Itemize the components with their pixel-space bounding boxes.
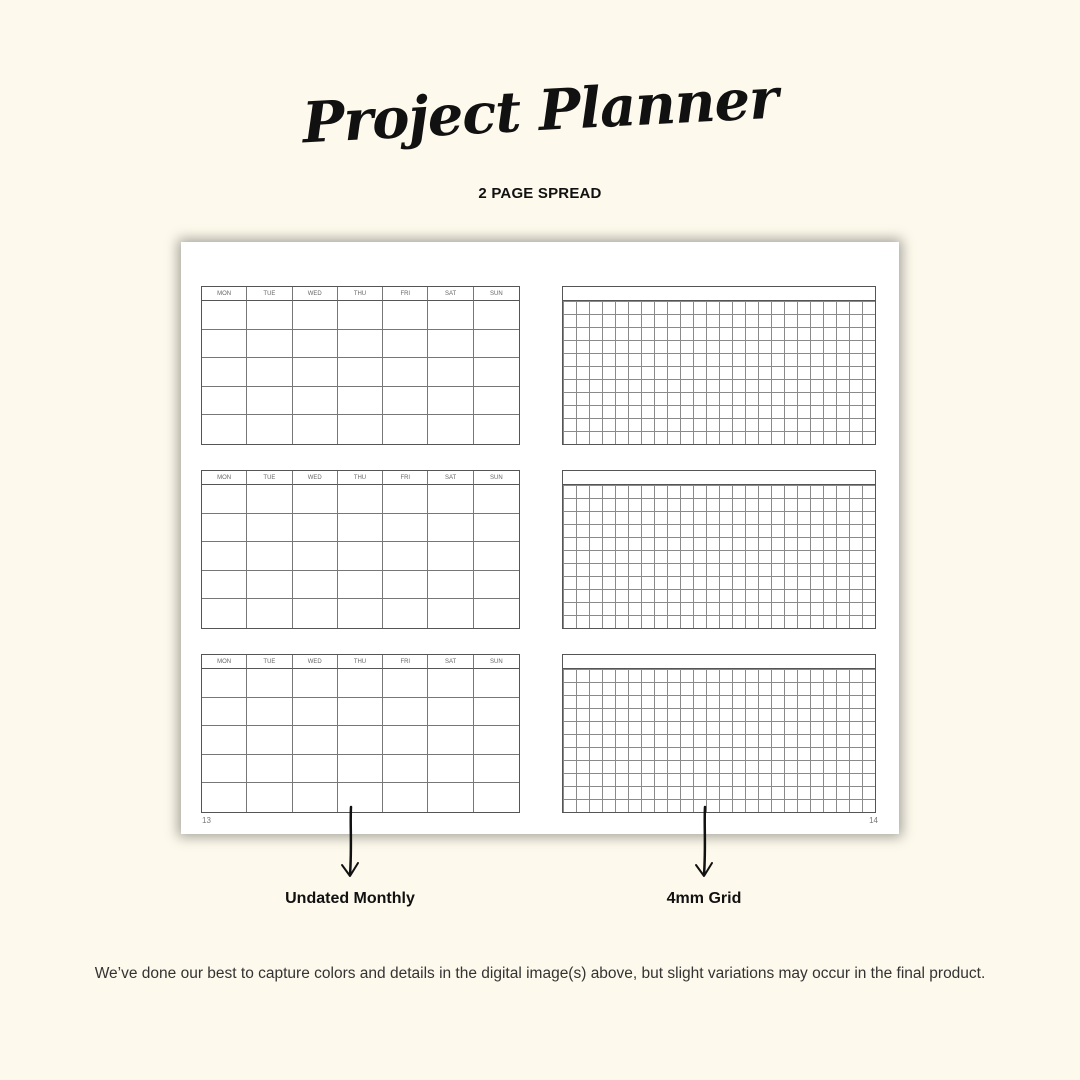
weekday-header: SAT [428,655,473,669]
weekday-header: SUN [474,471,519,485]
calendar-day-cell [293,330,338,359]
calendar-day-cell [202,330,247,359]
calendar-day-cell [474,415,519,444]
calendar-day-cell [202,415,247,444]
page-title: Project Planner [300,65,780,157]
calendar-day-cell [338,387,383,416]
calendar-day-cell [474,726,519,755]
calendar-day-cell [202,783,247,812]
calendar-day-cell [338,726,383,755]
calendar-day-cell [247,698,292,727]
calendar-day-cell [293,726,338,755]
calendar-day-cell [293,669,338,698]
calendar-day-cell [383,358,428,387]
calendar-day-cell [247,783,292,812]
weekday-header: FRI [383,287,428,301]
calendar-day-cell [338,755,383,784]
calendar-day-cell [428,599,473,628]
calendar-day-cell [383,755,428,784]
calendar-day-cell [428,387,473,416]
calendar-day-cell [383,485,428,514]
disclaimer-text: We’ve done our best to capture colors and details in the digital image(s) above, but slight variations may occur in the final product. [94,965,986,982]
weekday-header: WED [293,655,338,669]
calendar-day-cell [383,330,428,359]
calendar-day-cell [293,301,338,330]
calendar-day-cell [247,599,292,628]
calendar-day-cell [428,669,473,698]
calendar-day-cell [293,514,338,543]
calendar-day-cell [202,485,247,514]
calendar-day-cell [474,698,519,727]
grid-cells [563,669,875,812]
weekday-header: THU [338,287,383,301]
grid-header-band [563,471,875,485]
monthly-calendar-3 [201,654,520,813]
planner-spread [181,242,899,834]
weekday-header: TUE [247,655,292,669]
calendar-day-cell [474,755,519,784]
calendar-day-cell [202,514,247,543]
calendar-day-cell [293,755,338,784]
calendar-day-cell [383,415,428,444]
calendar-day-cell [474,387,519,416]
page-number-left: 13 [202,816,211,825]
weekday-header: MON [202,287,247,301]
weekday-header: FRI [383,471,428,485]
calendar-day-cell [202,698,247,727]
calendar-day-cell [474,485,519,514]
calendar-day-cell [202,755,247,784]
calendar-day-cell [428,301,473,330]
calendar-day-cell [338,571,383,600]
calendar-day-cell [202,669,247,698]
weekday-header: SAT [428,471,473,485]
calendar-day-cell [293,485,338,514]
calendar-day-cell [338,301,383,330]
calendar-day-cell [338,358,383,387]
calendar-day-cell [474,783,519,812]
calendar-day-cell [338,698,383,727]
grid-header-band [563,655,875,669]
label-undated-monthly: Undated Monthly [285,890,415,907]
calendar-day-cell [293,387,338,416]
calendar-day-cell [383,599,428,628]
calendar-day-cell [202,542,247,571]
grid-block-1 [562,286,876,445]
label-4mm-grid: 4mm Grid [666,890,742,907]
weekday-header: SAT [428,287,473,301]
calendar-day-cell [383,542,428,571]
calendar-day-cell [428,698,473,727]
weekday-header: SUN [474,287,519,301]
calendar-day-cell [428,485,473,514]
calendar-day-cell [247,358,292,387]
calendar-day-cell [474,542,519,571]
calendar-day-cell [428,571,473,600]
calendar-day-cell [293,599,338,628]
calendar-day-cell [474,669,519,698]
weekday-header: TUE [247,471,292,485]
weekday-header: FRI [383,655,428,669]
calendar-day-cell [338,599,383,628]
weekday-header: WED [293,471,338,485]
grid-cells [563,301,875,444]
calendar-day-cell [474,514,519,543]
calendar-day-cell [474,571,519,600]
arrow-down-icon [692,805,716,881]
calendar-day-cell [202,387,247,416]
calendar-day-cell [202,358,247,387]
calendar-day-cell [202,571,247,600]
weekday-header: WED [293,287,338,301]
calendar-day-cell [247,542,292,571]
weekday-header: MON [202,471,247,485]
calendar-day-cell [202,301,247,330]
calendar-day-cell [338,330,383,359]
calendar-day-cell [428,542,473,571]
grid-block-2 [562,470,876,629]
calendar-day-cell [428,755,473,784]
calendar-day-cell [383,669,428,698]
page-number-right: 14 [869,816,878,825]
monthly-calendar-1 [201,286,520,445]
calendar-day-cell [383,726,428,755]
calendar-day-cell [383,301,428,330]
calendar-day-cell [338,542,383,571]
calendar-day-cell [428,783,473,812]
calendar-day-cell [474,599,519,628]
weekday-header: THU [338,655,383,669]
calendar-day-cell [338,514,383,543]
calendar-day-cell [428,358,473,387]
calendar-day-cell [247,571,292,600]
calendar-day-cell [293,698,338,727]
calendar-day-cell [338,669,383,698]
arrow-down-icon [338,805,362,881]
calendar-day-cell [293,358,338,387]
calendar-day-cell [383,571,428,600]
calendar-day-cell [383,783,428,812]
calendar-day-cell [247,387,292,416]
calendar-day-cell [202,599,247,628]
calendar-day-cell [247,669,292,698]
calendar-day-cell [247,485,292,514]
calendar-day-cell [293,542,338,571]
calendar-day-cell [247,726,292,755]
calendar-day-cell [428,330,473,359]
calendar-day-cell [383,698,428,727]
grid-block-3 [562,654,876,813]
calendar-day-cell [428,726,473,755]
calendar-day-cell [247,755,292,784]
calendar-day-cell [428,514,473,543]
calendar-day-cell [247,301,292,330]
calendar-day-cell [383,387,428,416]
calendar-day-cell [247,514,292,543]
calendar-day-cell [202,726,247,755]
calendar-day-cell [474,330,519,359]
page-subtitle: 2 PAGE SPREAD [478,185,602,202]
calendar-day-cell [474,301,519,330]
weekday-header: SUN [474,655,519,669]
calendar-day-cell [338,485,383,514]
calendar-day-cell [338,415,383,444]
weekday-header: MON [202,655,247,669]
calendar-day-cell [293,783,338,812]
calendar-day-cell [247,330,292,359]
grid-cells [563,485,875,628]
calendar-day-cell [293,571,338,600]
calendar-day-cell [474,358,519,387]
calendar-day-cell [428,415,473,444]
weekday-header: THU [338,471,383,485]
monthly-calendar-2 [201,470,520,629]
weekday-header: TUE [247,287,292,301]
calendar-day-cell [247,415,292,444]
grid-header-band [563,287,875,301]
calendar-day-cell [293,415,338,444]
calendar-day-cell [383,514,428,543]
